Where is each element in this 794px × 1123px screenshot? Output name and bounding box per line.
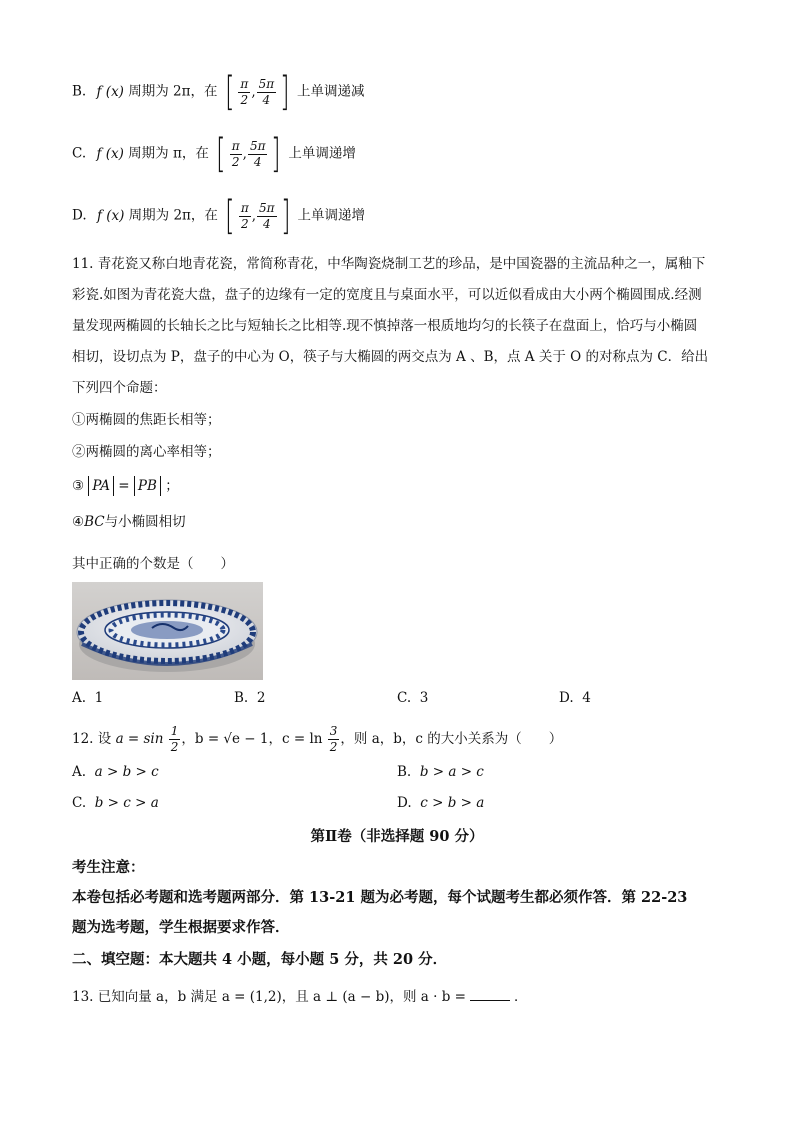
option-c-interval: [ $\frac{\pi}{2}$ , $\frac{5\pi}{4}$ ]	[216, 131, 281, 177]
q11-prop3	[72, 476, 179, 496]
choice-label: D.	[397, 795, 412, 811]
option-b-right-den: 4	[262, 92, 271, 107]
choice-label: A.	[72, 690, 87, 706]
option-b-monotonic: 上单调递减	[297, 83, 365, 100]
q11-choice-a[interactable]	[72, 690, 103, 706]
option-b-right-num: 5π	[258, 76, 275, 91]
option-b-fx: f (x)	[96, 83, 124, 100]
q11-stem-line5: 下列四个命题：	[72, 380, 167, 396]
option-c-left-num: π	[231, 138, 240, 153]
option-d-left-den: 2	[240, 216, 249, 231]
choice-value: 4	[582, 690, 591, 706]
q11-prop4-prefix: ④	[72, 514, 85, 530]
q13-answer-blank[interactable]	[470, 988, 510, 1001]
option-c-monotonic: 上单调递增	[288, 145, 356, 162]
option-c-fx: f (x)	[96, 145, 124, 162]
porcelain-plate-image	[72, 582, 263, 680]
option-d-left-num: π	[240, 200, 249, 215]
option-c-left-den: 2	[231, 154, 240, 169]
option-b-label: B.	[72, 83, 87, 100]
choice-value: b > a > c	[419, 764, 484, 780]
q12-prefix: 12. 设	[72, 731, 112, 747]
q12-a-num: 1	[170, 724, 179, 738]
q11-stem-line2: 彩瓷.如图为青花瓷大盘，盘子的边缘有一定的宽度且与桌面水平，可以近似看成由大小两个椭圆围成.经测	[72, 287, 702, 303]
part2-title: 第Ⅱ卷（非选择题 90 分）	[310, 828, 484, 845]
q11-stem-line1: 11. 青花瓷又称白地青花瓷，常简称青花，中华陶瓷烧制工艺的珍品，是中国瓷器的主流品种之一，属釉下	[72, 256, 706, 272]
option-c-right-den: 4	[253, 154, 262, 169]
choice-value: 2	[256, 690, 266, 706]
choice-label: C.	[397, 690, 412, 706]
option-b-left-num: π	[240, 76, 249, 91]
q11-choice-c[interactable]	[397, 690, 428, 706]
q12-stem	[72, 724, 562, 755]
q11-prop3-pb: PB	[134, 476, 161, 496]
option-c-right-num: 5π	[249, 138, 266, 153]
q13-stem	[72, 987, 527, 1007]
q11-stem-line3: 量发现两椭圆的长轴长之比与短轴长之比相等.现不慎掉落一根质地均匀的长筷子在盘面上，恰巧与小椭圆	[72, 318, 698, 334]
option-d	[72, 193, 365, 239]
q12-suffix: ，则 a，b，c 的大小关系为（ ）	[340, 731, 563, 747]
option-c-period: 周期为 π，在	[128, 145, 209, 162]
q11-prop3-prefix: ③	[72, 478, 85, 494]
q11-prop1: ①两椭圆的焦距长相等；	[72, 412, 221, 428]
option-d-label: D.	[72, 207, 87, 224]
choice-value: a > b > c	[94, 764, 159, 780]
part2-notice-line1: 本卷包括必考题和选考题两部分．第 13-21 题为必考题，每个试题考生都必须作答．第 22-23	[72, 889, 688, 906]
q11-prop3-eq: =	[118, 478, 130, 494]
q12-c-num: 3	[329, 724, 338, 738]
q11-prop2: ②两椭圆的离心率相等；	[72, 444, 221, 460]
option-d-period: 周期为 2π，在	[128, 207, 218, 224]
q12-a-expr: a = sin	[115, 731, 164, 747]
q11-prop4-rest: 与小椭圆相切	[104, 514, 186, 530]
option-d-right-den: 4	[262, 216, 271, 231]
q13-text-after: ．	[513, 989, 528, 1005]
option-d-fx: f (x)	[96, 207, 125, 224]
q11-choice-b[interactable]	[234, 690, 265, 706]
q12-c-den: 2	[329, 740, 338, 754]
q12-choice-b[interactable]	[397, 764, 484, 780]
choice-label: D.	[559, 690, 574, 706]
option-d-monotonic: 上单调递增	[297, 207, 365, 224]
choice-value: b > c > a	[94, 795, 159, 811]
q12-b-expr: ，b = √e − 1，c = ln	[181, 731, 323, 747]
choice-label: B.	[397, 764, 412, 780]
choice-value: 3	[419, 690, 429, 706]
q11-prop4-bc: BC	[84, 514, 105, 530]
q12-choice-c[interactable]	[72, 795, 159, 811]
q11-prop3-pa: PA	[88, 476, 114, 496]
q11-prop3-suffix: ；	[165, 478, 179, 494]
option-b-interval: [ $\frac{\pi}{2}$ , $\frac{5\pi}{4}$ ]	[224, 69, 290, 115]
option-b	[72, 69, 365, 115]
part2-notice-title: 考生注意：	[72, 859, 145, 876]
choice-label: C.	[72, 795, 87, 811]
part2-notice-line2: 题为选考题，学生根据要求作答．	[72, 919, 290, 936]
q11-choice-d[interactable]	[559, 690, 591, 706]
q12-choice-d[interactable]	[397, 795, 484, 811]
q11-stem-line4: 相切，设切点为 P，盘子的中心为 O，筷子与大椭圆的两交点为 A 、B，点 A 关于 O 的对称点为 C．给出	[72, 349, 709, 365]
q13-text-before: 13. 已知向量 a，b 满足 a = (1,2)，且 a ⊥ (a − b)，则 a · b =	[72, 989, 466, 1005]
option-d-interval: [ $\frac{\pi}{2}$ , $\frac{5\pi}{4}$ ]	[225, 193, 291, 239]
q11-question: 其中正确的个数是（ ）	[72, 556, 234, 572]
q11-prop4	[72, 512, 186, 532]
choice-label: A.	[72, 764, 87, 780]
part2-section: 二、填空题：本大题共 4 小题，每小题 5 分，共 20 分．	[72, 951, 448, 968]
option-b-left-den: 2	[240, 92, 249, 107]
choice-value: c > b > a	[420, 795, 485, 811]
option-c	[72, 131, 356, 177]
choice-label: B.	[234, 690, 249, 706]
q12-choice-a[interactable]	[72, 764, 159, 780]
option-d-right-num: 5π	[259, 200, 275, 215]
choice-value: 1	[94, 690, 104, 706]
option-b-period: 周期为 2π，在	[128, 83, 218, 100]
q12-a-den: 2	[170, 740, 179, 754]
option-c-label: C.	[72, 145, 87, 162]
